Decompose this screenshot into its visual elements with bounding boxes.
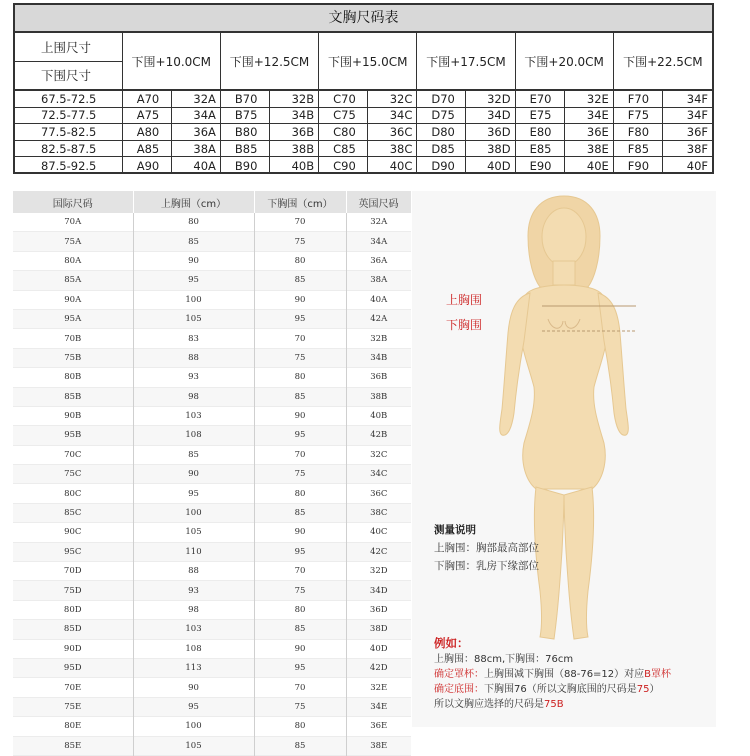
upper-bust-cell: 103: [133, 620, 254, 639]
size-table-body: [13, 213, 411, 755]
upper-bust-cell: 90: [133, 678, 254, 697]
size-row: [13, 736, 411, 755]
group-header: 下围+10.0CM: [123, 33, 221, 89]
intl-size-cell: F80: [614, 124, 663, 140]
under-bust-cell: 70: [254, 678, 346, 697]
chart-header-row: [15, 33, 712, 91]
chart-body: [15, 91, 712, 174]
uk-size-cell: 40E: [565, 157, 614, 174]
intl-size-cell: D90: [417, 157, 466, 174]
intl-size-cell: 95A: [13, 309, 133, 328]
chart-title: 文胸尺码表: [15, 5, 712, 33]
upper-bust-cell: 93: [133, 368, 254, 387]
intl-size-cell: D75: [417, 108, 466, 124]
uk-size-cell: 42A: [346, 309, 411, 328]
upper-bust-cell: 90: [133, 251, 254, 270]
under-bust-cell: 90: [254, 290, 346, 309]
uk-size-cell: 38E: [346, 736, 411, 755]
uk-size-cell: 42D: [346, 658, 411, 677]
intl-size-cell: 80D: [63, 605, 82, 615]
under-bust-cell: 75: [254, 697, 346, 716]
intl-size-cell: E70: [516, 91, 565, 107]
under-bust-cell: 75: [254, 348, 346, 367]
size-row: [13, 678, 411, 697]
measurement-notes: [434, 521, 539, 575]
intl-size-cell: 90A: [64, 294, 82, 305]
intl-size-cell: 70A: [64, 217, 82, 228]
intl-size-cell: 95B: [13, 426, 133, 445]
upper-bust-cell: 98: [133, 600, 254, 619]
size-row: [13, 251, 411, 270]
under-bust-cell: 80: [254, 251, 346, 270]
uk-size-cell: 34B: [270, 108, 319, 124]
col-under-bust: 下胸围（cm）: [254, 191, 346, 213]
size-row: [13, 387, 411, 406]
group-header: 下围+20.0CM: [516, 33, 614, 89]
upper-bust-cell: 105: [133, 523, 254, 542]
size-row: [13, 523, 411, 542]
size-row: [13, 426, 411, 445]
upper-range-cell: 82.5-87.5: [15, 141, 123, 157]
uk-size-cell: 42B: [346, 426, 411, 445]
intl-size-cell: D85: [417, 141, 466, 157]
size-row: [13, 581, 411, 600]
intl-size-cell: A75: [123, 108, 172, 124]
intl-size-cell: B90: [221, 157, 270, 174]
uk-size-cell: 32E: [346, 678, 411, 697]
uk-size-cell: 38A: [346, 271, 411, 290]
uk-size-cell: 38E: [565, 141, 614, 157]
band-result: 75: [636, 684, 650, 695]
upper-bust-cell: 95: [133, 484, 254, 503]
uk-size-cell: 36B: [346, 368, 411, 387]
uk-size-cell: 38B: [346, 387, 411, 406]
upper-bust-cell: 113: [133, 658, 254, 677]
uk-size-cell: 42C: [346, 542, 411, 561]
uk-size-cell: 40C: [368, 157, 417, 174]
intl-size-cell: A85: [123, 141, 172, 157]
uk-size-cell: 40A: [172, 157, 221, 174]
header-label-cell: [15, 33, 123, 89]
uk-size-cell: 36E: [565, 124, 614, 140]
band-label: 确定底围：: [434, 684, 484, 695]
uk-size-cell: 38B: [270, 141, 319, 157]
intl-size-cell: 80B: [64, 372, 82, 383]
size-row: [13, 658, 411, 677]
uk-size-cell: 36E: [346, 717, 411, 736]
under-bust-cell: 75: [254, 581, 346, 600]
size-row: [13, 639, 411, 658]
size-row: [13, 232, 411, 251]
intl-size-cell: B75: [221, 108, 270, 124]
group-header: 下围+15.0CM: [319, 33, 417, 89]
upper-bust-cell: 95: [133, 697, 254, 716]
under-bust-cell: 70: [254, 213, 346, 232]
notes-title: 测量说明: [434, 524, 476, 536]
example-section: [434, 634, 671, 712]
result-text: 所以文胸应选择的尺码是: [434, 699, 544, 710]
intl-size-cell: E85: [516, 141, 565, 157]
upper-bust-cell: 100: [133, 503, 254, 522]
uk-size-cell: 32B: [346, 329, 411, 348]
intl-size-cell: 85C: [13, 503, 133, 522]
intl-size-cell: C90: [319, 157, 368, 174]
size-row: [13, 562, 411, 581]
uk-size-cell: 38C: [368, 141, 417, 157]
intl-size-cell: F90: [614, 157, 663, 174]
uk-size-cell: 34E: [565, 108, 614, 124]
intl-size-cell: 90B: [64, 411, 82, 422]
upper-range-cell: 72.5-77.5: [15, 108, 123, 124]
upper-bust-cell: 88: [133, 348, 254, 367]
size-row: [13, 503, 411, 522]
uk-size-cell: 32B: [270, 91, 319, 107]
under-bust-cell: 85: [254, 271, 346, 290]
intl-size-cell: 80C: [64, 488, 82, 499]
under-bust-cell: 85: [254, 503, 346, 522]
size-row: [13, 600, 411, 619]
intl-size-cell: B85: [221, 141, 270, 157]
uk-size-cell: 34A: [172, 108, 221, 124]
upper-bust-cell: 108: [133, 639, 254, 658]
under-bust-cell: 90: [254, 406, 346, 425]
example-line-measure: 上胸围：88cm,下胸围：76cm: [434, 654, 574, 665]
intl-size-cell: 80E: [64, 721, 82, 732]
intl-size-cell: 95D: [13, 658, 133, 677]
intl-size-cell: C75: [319, 108, 368, 124]
col-intl-size: 国际尺码: [13, 191, 133, 213]
measurement-panel: [412, 191, 716, 727]
intl-size-cell: C70: [319, 91, 368, 107]
example-line-cup: [434, 667, 671, 682]
intl-size-cell: A70: [123, 91, 172, 107]
uk-size-cell: 38D: [346, 620, 411, 639]
uk-size-cell: 40F: [686, 158, 709, 173]
uk-size-cell: 32E: [565, 91, 614, 107]
uk-size-cell: 32C: [368, 91, 417, 107]
upper-bust-cell: 105: [133, 309, 254, 328]
uk-size-cell: 40D: [346, 639, 411, 658]
bra-size-chart: [13, 3, 714, 174]
col-uk-size: 英国尺码: [346, 191, 411, 213]
intl-size-cell: 70C: [64, 449, 82, 460]
intl-size-cell: F70: [614, 91, 663, 107]
upper-range-cell: 67.5-72.5: [15, 91, 123, 107]
intl-size-cell: 75B: [13, 348, 133, 367]
band-text: 下胸围76（所以文胸底围的尺码是: [484, 684, 637, 695]
uk-size-cell: 40B: [270, 157, 319, 174]
size-row: [13, 406, 411, 425]
intl-size-cell: 70B: [64, 333, 82, 344]
intl-size-cell: 75A: [13, 232, 133, 251]
uk-size-cell: 34D: [346, 581, 411, 600]
upper-bust-cell: 80: [133, 213, 254, 232]
intl-size-cell: C85: [319, 141, 368, 157]
uk-size-cell: 32A: [172, 91, 221, 107]
intl-size-cell: E80: [516, 124, 565, 140]
under-bust-cell: 85: [254, 620, 346, 639]
uk-size-cell: 34E: [346, 697, 411, 716]
under-bust-label: 下胸围: [446, 318, 483, 332]
size-row: [13, 368, 411, 387]
under-bust-cell: 90: [254, 523, 346, 542]
uk-size-cell: 32D: [346, 562, 411, 581]
uk-size-cell: 40B: [346, 406, 411, 425]
upper-range-cell: 87.5-92.5: [15, 157, 123, 174]
under-bust-cell: 70: [254, 562, 346, 581]
size-row: [13, 620, 411, 639]
cup-text: 上胸围减下胸围（88-76=12）对应: [484, 669, 645, 680]
uk-size-cell: 38F: [686, 141, 709, 156]
upper-bust-cell: 105: [133, 736, 254, 755]
notes-line-lower: 下胸围：乳房下缘部位: [434, 560, 539, 572]
intl-size-cell: 95C: [13, 542, 133, 561]
size-row: [13, 542, 411, 561]
intl-size-cell: 90C: [64, 527, 82, 538]
lower-size-label: 下围尺寸: [15, 61, 122, 90]
under-bust-cell: 95: [254, 542, 346, 561]
uk-size-cell: 40C: [346, 523, 411, 542]
upper-bust-cell: 100: [133, 717, 254, 736]
size-row: [13, 484, 411, 503]
intl-size-cell: B80: [221, 124, 270, 140]
upper-bust-cell: 85: [133, 232, 254, 251]
size-row: [13, 329, 411, 348]
cup-label: 确定罩杯：: [434, 669, 484, 680]
chart-row: [15, 108, 712, 125]
intl-size-cell: 75D: [13, 581, 133, 600]
uk-size-cell: 36D: [346, 600, 411, 619]
upper-bust-cell: 93: [133, 581, 254, 600]
upper-bust-cell: 100: [133, 290, 254, 309]
intl-size-cell: A90: [123, 157, 172, 174]
uk-size-cell: 34C: [346, 465, 411, 484]
chart-row: [15, 141, 712, 158]
uk-size-cell: 34F: [686, 91, 709, 106]
under-bust-cell: 95: [254, 658, 346, 677]
uk-size-cell: 34C: [368, 108, 417, 124]
under-bust-cell: 95: [254, 309, 346, 328]
intl-size-cell: F85: [614, 141, 663, 157]
under-bust-cell: 70: [254, 445, 346, 464]
chart-row: [15, 91, 712, 108]
group-header: 下围+12.5CM: [221, 33, 319, 89]
upper-bust-cell: 83: [133, 329, 254, 348]
uk-size-cell: 34A: [346, 232, 411, 251]
uk-size-cell: 38C: [346, 503, 411, 522]
intl-size-cell: 70E: [64, 682, 82, 693]
uk-size-cell: 38A: [172, 141, 221, 157]
upper-bust-cell: 103: [133, 406, 254, 425]
uk-size-cell: 34F: [686, 108, 709, 123]
intl-size-cell: 70D: [63, 566, 82, 577]
under-bust-cell: 85: [254, 736, 346, 755]
uk-size-cell: 32C: [346, 445, 411, 464]
size-row: [13, 213, 411, 232]
uk-size-cell: 36A: [172, 124, 221, 140]
cup-result: B罩杯: [644, 669, 672, 680]
under-bust-cell: 80: [254, 368, 346, 387]
under-bust-cell: 75: [254, 232, 346, 251]
example-line-result: [434, 697, 671, 712]
col-upper-bust: 上胸围（cm）: [133, 191, 254, 213]
under-bust-cell: 80: [254, 600, 346, 619]
upper-bust-cell: 95: [133, 271, 254, 290]
body-figure-illustration: [412, 191, 716, 651]
size-row: [13, 348, 411, 367]
size-row: [13, 290, 411, 309]
intl-size-cell: D80: [417, 124, 466, 140]
under-bust-cell: 70: [254, 329, 346, 348]
result-size: 75B: [544, 699, 564, 710]
band-tail: ）: [649, 684, 660, 695]
size-row: [13, 271, 411, 290]
uk-size-cell: 32D: [466, 91, 515, 107]
under-bust-cell: 95: [254, 426, 346, 445]
intl-size-cell: 75E: [13, 697, 133, 716]
uk-size-cell: 36C: [368, 124, 417, 140]
intl-size-cell: 85D: [13, 620, 133, 639]
chart-row: [15, 124, 712, 141]
uk-size-cell: 36A: [346, 251, 411, 270]
uk-size-cell: 32A: [346, 213, 411, 232]
intl-size-cell: A80: [123, 124, 172, 140]
intl-size-cell: D70: [417, 91, 466, 107]
intl-size-cell: 85E: [13, 736, 133, 755]
size-row: [13, 309, 411, 328]
under-bust-cell: 80: [254, 717, 346, 736]
notes-line-upper: 上胸围：胸部最高部位: [434, 542, 539, 554]
size-row: [13, 465, 411, 484]
under-bust-cell: 90: [254, 639, 346, 658]
intl-size-cell: F75: [614, 108, 663, 124]
upper-size-label: 上围尺寸: [41, 39, 92, 55]
size-row: [13, 697, 411, 716]
example-line-band: [434, 682, 671, 697]
intl-size-cell: E90: [516, 157, 565, 174]
size-table-header: [13, 191, 411, 213]
size-table: [13, 191, 411, 756]
intl-size-cell: 80A: [64, 255, 82, 266]
uk-size-cell: 36B: [270, 124, 319, 140]
upper-bust-cell: 110: [133, 542, 254, 561]
under-bust-cell: 75: [254, 465, 346, 484]
under-bust-cell: 80: [254, 484, 346, 503]
group-header: 下围+22.5CM: [623, 54, 703, 69]
group-header: 下围+17.5CM: [417, 33, 515, 89]
under-bust-cell: 85: [254, 387, 346, 406]
uk-size-cell: 36C: [346, 484, 411, 503]
upper-range-cell: 77.5-82.5: [15, 124, 123, 140]
upper-bust-cell: 90: [133, 465, 254, 484]
intl-size-cell: B70: [221, 91, 270, 107]
intl-size-cell: C80: [319, 124, 368, 140]
upper-bust-cell: 108: [133, 426, 254, 445]
uk-size-cell: 36D: [466, 124, 515, 140]
size-row: [13, 717, 411, 736]
upper-bust-cell: 98: [133, 387, 254, 406]
intl-size-cell: 85B: [13, 387, 133, 406]
upper-bust-label: 上胸围: [446, 293, 483, 307]
example-title: 例如：: [434, 636, 469, 650]
intl-size-cell: 85A: [13, 271, 133, 290]
upper-bust-cell: 88: [133, 562, 254, 581]
uk-size-cell: 34B: [346, 348, 411, 367]
size-row: [13, 445, 411, 464]
uk-size-cell: 38D: [466, 141, 515, 157]
intl-size-cell: 75C: [13, 465, 133, 484]
uk-size-cell: 40A: [346, 290, 411, 309]
uk-size-cell: 34D: [466, 108, 515, 124]
uk-size-cell: 36F: [686, 124, 709, 139]
upper-bust-cell: 85: [133, 445, 254, 464]
intl-size-cell: E75: [516, 108, 565, 124]
intl-size-cell: 90D: [63, 643, 82, 654]
chart-row: [15, 157, 712, 174]
uk-size-cell: 40D: [466, 157, 515, 174]
